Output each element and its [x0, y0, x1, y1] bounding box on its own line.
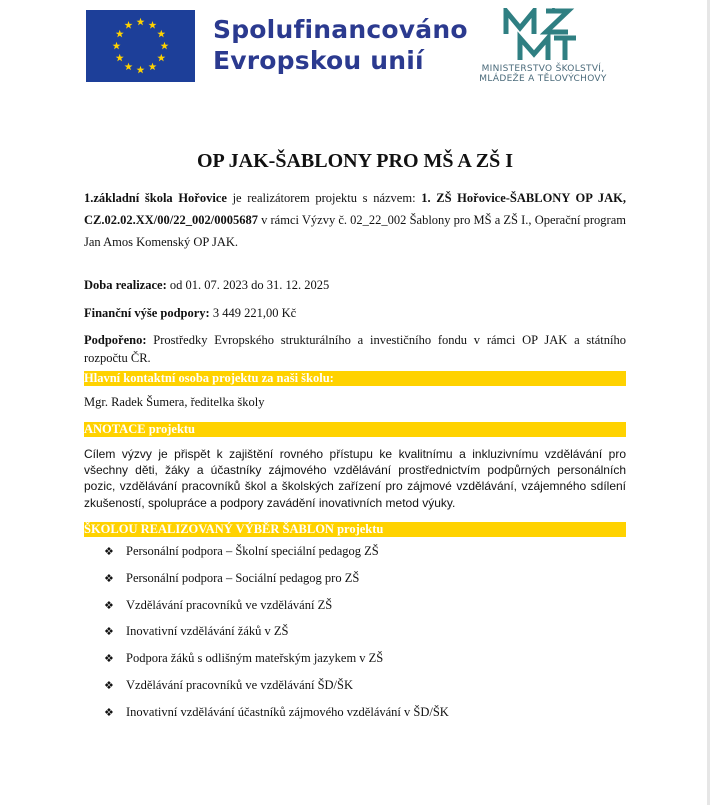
diamond-bullet-icon: ❖ [104, 678, 114, 692]
list-item-label: Vzdělávání pracovníků ve vzdělávání ZŠ [126, 597, 333, 612]
project-name: 1. ZŠ Hořovice-ŠABLONY OP JAK, CZ.02.02.XX/00/22_002/0005687 [84, 191, 627, 227]
eu-star-icon [113, 42, 121, 50]
list-item [104, 651, 449, 678]
eu-stars-icon [86, 10, 195, 82]
contact-person: Mgr. Radek Šumera, ředitelka školy [84, 395, 265, 409]
funding-label: Finanční výše podpory: [84, 306, 210, 320]
eu-star-icon [116, 30, 124, 38]
msmt-line1: MINISTERSTVO ŠKOLSTVÍ, [481, 64, 605, 74]
msmt-logo-icon [502, 8, 582, 64]
list-item [104, 705, 449, 732]
eu-star-icon [161, 42, 169, 50]
funding-value: 3 449 221,00 Kč [209, 306, 297, 320]
eu-flag-logo [86, 10, 195, 82]
period-value: od 01. 07. 2023 do 31. 12. 2025 [166, 278, 330, 292]
eu-star-icon [149, 21, 157, 29]
templates-list [104, 544, 449, 732]
templates-heading: ŠKOLOU REALIZOVANÝ VÝBĚR ŠABLON projektu [84, 522, 626, 537]
eu-star-icon [116, 54, 124, 62]
eu-star-icon [125, 63, 133, 71]
diamond-bullet-icon: ❖ [104, 705, 114, 719]
eu-star-icon [125, 21, 133, 29]
period-line [84, 278, 329, 293]
list-item-label: Inovativní vzdělávání účastníků zájmového vzdělávání v ŠD/ŠK [126, 704, 449, 719]
eu-star-icon [157, 54, 165, 62]
school-name: 1.základní škola Hořovice [84, 191, 227, 205]
diamond-bullet-icon: ❖ [104, 571, 114, 585]
intro-text-1: je realizátorem projektu s názvem: [226, 191, 422, 205]
eu-star-icon [137, 18, 145, 26]
intro-text-2: v rámci Výzvy č. 02_22_002 Šablony pro MŠ a ZŠ I., Operační program Jan Amos Komenský OP JAK. [84, 213, 626, 249]
supported-value: Prostředky Evropského strukturálního a investičního fondu v rámci OP JAK a státního rozpočtu ČR. [84, 333, 626, 365]
intro-paragraph [84, 187, 626, 253]
period-label: Doba realizace: [84, 278, 167, 292]
diamond-bullet-icon: ❖ [104, 625, 114, 639]
list-item-label: Personální podpora – Školní speciální pedagog ZŠ [126, 544, 379, 558]
list-item [104, 544, 449, 571]
supported-label: Podpořeno: [84, 333, 147, 347]
list-item-label: Podpora žáků s odlišným mateřským jazykem v ZŠ [126, 651, 384, 666]
eu-cofunded-text [213, 14, 468, 76]
eu-star-icon [157, 30, 165, 38]
list-item [104, 571, 449, 598]
list-item [104, 624, 449, 651]
list-item [104, 678, 449, 705]
contact-heading: Hlavní kontaktní osoba projektu za naši školu: [84, 371, 626, 386]
annotation-text: Cílem výzvy je přispět k zajištění rovného přístupu ke kvalitnímu a inkluzivnímu vzdělávání pro všechny děti, žáky a účastníky zájmového vzdělávání prostřednictvím podpůrných personálních pozic, vzdělávání pracovníků škol a školských zařízení pro zájmové vzdělávání, vzájemného sdílení zkušeností, spolupráce a podpory zavádění inovativních metod výuky. [84, 447, 626, 510]
diamond-bullet-icon: ❖ [104, 545, 114, 558]
list-item-label: Vzdělávání pracovníků ve vzdělávání ŠD/ŠK [126, 677, 354, 692]
msmt-text [463, 64, 623, 84]
annotation-heading: ANOTACE projektu [84, 422, 626, 437]
eu-text-line1: Spolufinancováno [213, 15, 468, 44]
list-item-label: Personální podpora – Sociální pedagog pro ZŠ [126, 570, 360, 585]
diamond-bullet-icon: ❖ [104, 598, 114, 612]
page-title: OP JAK-ŠABLONY PRO MŠ A ZŠ I [197, 150, 513, 172]
eu-text-line2: Evropskou unií [213, 46, 424, 75]
msmt-line2: MLÁDEŽE A TĚLOVÝCHOVY [479, 74, 607, 84]
list-item-label: Inovativní vzdělávání žáků v ZŠ [126, 624, 289, 639]
eu-star-icon [149, 63, 157, 71]
funding-line [84, 306, 296, 321]
diamond-bullet-icon: ❖ [104, 652, 114, 666]
eu-star-icon [137, 66, 145, 74]
supported-paragraph [84, 331, 626, 367]
list-item [104, 598, 449, 625]
